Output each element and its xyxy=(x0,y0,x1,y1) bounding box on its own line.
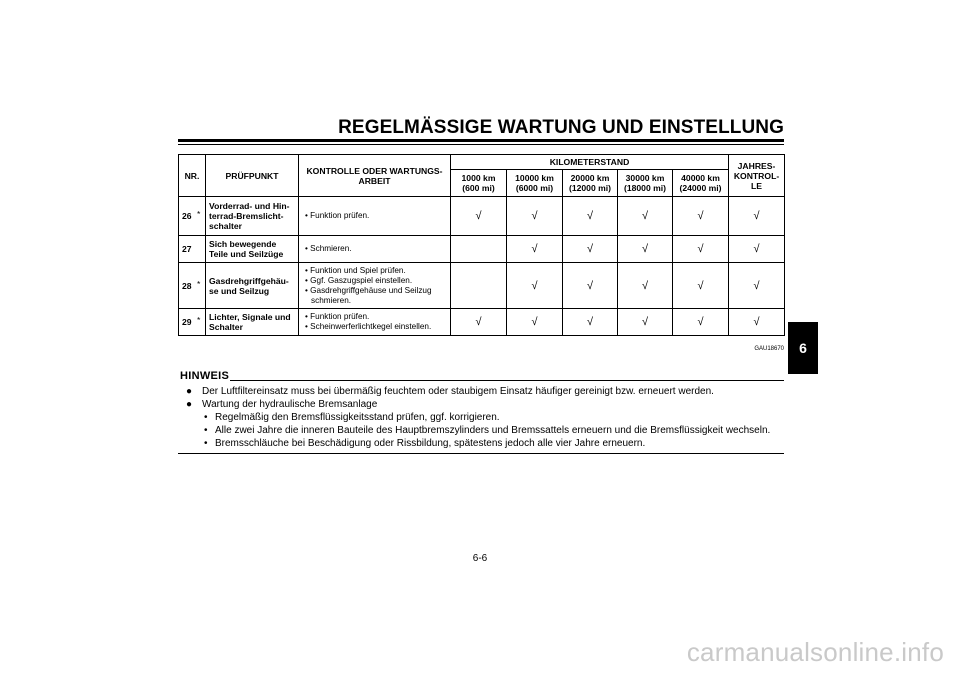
note-item: ● Wartung der hydraulische Bremsanlage xyxy=(186,399,378,410)
check-mark: √ xyxy=(729,197,785,236)
check-mark: √ xyxy=(563,263,618,309)
col-header-nr: NR. xyxy=(179,155,206,197)
check-mark: √ xyxy=(618,263,673,309)
col-header-km-group: KILOMETERSTAND xyxy=(451,155,729,170)
check-mark: √ xyxy=(673,309,729,336)
col-header-point: PRÜFPUNKT xyxy=(206,155,299,197)
row-work: • Funktion prüfen. • Scheinwerferlichtkegel einstellen. xyxy=(299,309,451,336)
col-header-annual: JAHRES-KONTROL-LE xyxy=(729,155,785,197)
col-header-km: 20000 km (12000 mi) xyxy=(563,170,618,197)
check-mark: √ xyxy=(673,236,729,263)
notes-heading-rule xyxy=(230,380,784,381)
star-marker: * xyxy=(197,209,201,219)
check-mark: √ xyxy=(673,197,729,236)
row-point: Vorderrad- und Hin-terrad-Bremslicht-schalter xyxy=(206,197,299,236)
section-tab[interactable]: 6 xyxy=(788,322,818,374)
row-point: Lichter, Signale und Schalter xyxy=(206,309,299,336)
sub-bullet-icon: • xyxy=(204,438,208,449)
row-work: • Funktion und Spiel prüfen. • Ggf. Gaszugspiel einstellen. • Gasdrehgriffgehäuse und Seilzug schmieren. xyxy=(299,263,451,309)
table-row xyxy=(179,263,785,309)
row-number: 28 * xyxy=(179,263,206,309)
check-mark: √ xyxy=(729,309,785,336)
col-header-km: 30000 km (18000 mi) xyxy=(618,170,673,197)
check-mark: √ xyxy=(507,263,563,309)
bullet-icon: ● xyxy=(186,399,193,410)
sub-bullet-icon: • xyxy=(204,412,208,423)
check-mark: √ xyxy=(451,309,507,336)
sub-bullet-icon: • xyxy=(204,425,208,436)
notes-bottom-rule xyxy=(178,453,784,454)
check-mark: √ xyxy=(673,263,729,309)
row-work: • Schmieren. xyxy=(299,236,451,263)
page-number: 6-6 xyxy=(472,553,488,564)
col-header-km: 10000 km (6000 mi) xyxy=(507,170,563,197)
watermark: carmanualsonline.info xyxy=(686,637,944,667)
star-marker: * xyxy=(197,278,201,289)
check-mark: √ xyxy=(451,197,507,236)
note-item: ● Der Luftfiltereinsatz muss bei übermäßig feuchtem oder staubigem Einsatz häufiger gereinigt bzw. erneuert werden. xyxy=(186,386,714,397)
table-row xyxy=(179,309,785,336)
row-work: • Funktion prüfen. xyxy=(299,197,451,236)
check-mark: √ xyxy=(618,236,673,263)
check-mark xyxy=(451,263,507,309)
check-mark: √ xyxy=(618,197,673,236)
table-row xyxy=(179,197,785,236)
check-mark: √ xyxy=(618,309,673,336)
check-mark: √ xyxy=(507,236,563,263)
row-number: 27 xyxy=(179,236,206,263)
check-mark: √ xyxy=(507,309,563,336)
note-subitem: • Bremsschläuche bei Beschädigung oder Rissbildung, spätestens jedoch alle vier Jahre erneuern. xyxy=(204,438,646,449)
row-point: Sich bewegende Teile und Seilzüge xyxy=(206,236,299,263)
check-mark: √ xyxy=(563,236,618,263)
table-row xyxy=(179,236,785,263)
check-mark: √ xyxy=(563,309,618,336)
document-code: GAU18670 xyxy=(754,346,784,352)
row-point: Gasdrehgriffgehäu-se und Seilzug xyxy=(206,263,299,309)
check-mark: √ xyxy=(729,236,785,263)
header-rule-thin xyxy=(178,144,784,145)
note-subitem: • Regelmäßig den Bremsflüssigkeitsstand prüfen, ggf. korrigieren. xyxy=(204,412,500,423)
page-title: REGELMÄSSIGE WARTUNG UND EINSTELLUNG xyxy=(338,117,784,138)
col-header-km: 40000 km (24000 mi) xyxy=(673,170,729,197)
bullet-icon: ● xyxy=(186,386,193,397)
note-subitem: • Alle zwei Jahre die inneren Bauteile des Hauptbremszylinders und Bremssattels erneuern und die Bremsflüssigkeit wechseln. xyxy=(204,425,771,436)
maintenance-table xyxy=(178,154,785,336)
check-mark: √ xyxy=(563,197,618,236)
row-number: 26 * xyxy=(179,197,206,236)
check-mark: √ xyxy=(729,263,785,309)
col-header-work: KONTROLLE ODER WARTUNGS-ARBEIT xyxy=(299,155,451,197)
header-rule xyxy=(178,139,784,142)
star-marker: * xyxy=(197,315,201,325)
col-header-km: 1000 km (600 mi) xyxy=(451,170,507,197)
row-number: 29 * xyxy=(179,309,206,336)
check-mark: √ xyxy=(507,197,563,236)
notes-body xyxy=(180,385,784,450)
check-mark xyxy=(451,236,507,263)
notes-heading: HINWEIS xyxy=(180,370,230,382)
